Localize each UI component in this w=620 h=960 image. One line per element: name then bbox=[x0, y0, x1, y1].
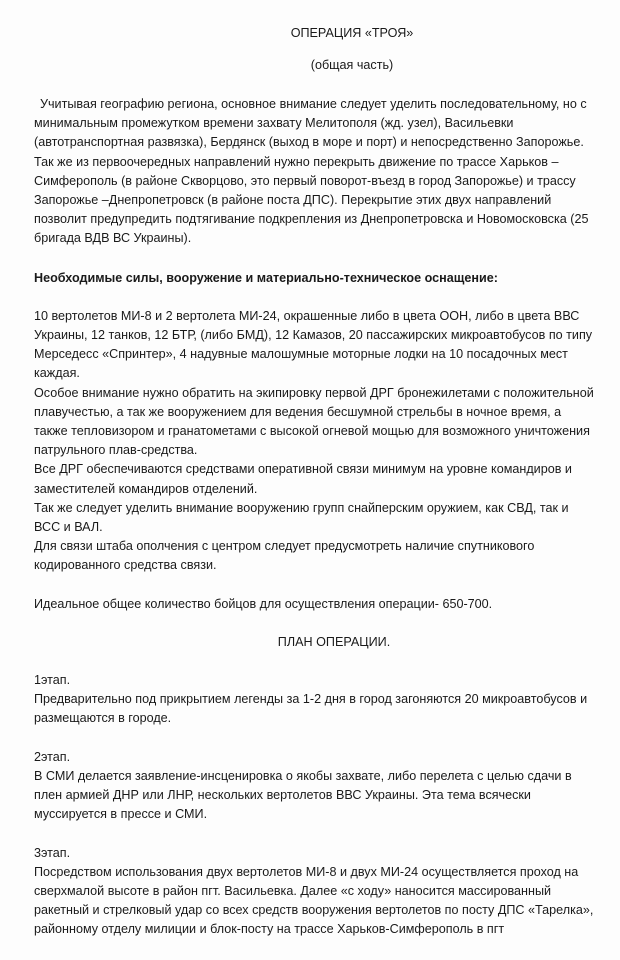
forces-paragraph: Так же следует уделить внимание вооружению групп снайперским оружием, как СВД, так и ВСС и ВАЛ. bbox=[34, 500, 569, 535]
stage-text: В СМИ делается заявление-инсценировка о якобы захвате, либо перелета с целью сдачи в плен армией ДНР или ЛНР, нескольких вертолетов ВВС Украины. Эта тема всячески муссируется в прессе и СМИ. bbox=[34, 768, 572, 822]
forces-paragraph: 10 вертолетов МИ-8 и 2 вертолета МИ-24, окрашенные либо в цвета ООН, либо в цвета ВВС Украины, 12 танков, 12 БТР, (либо БМД), 12 Камазов, 20 пассажирских микроавтобусов по типу Мерседесс «Спринтер», 4 надувные малошумные моторные лодки на 10 посадочных мест каждая. bbox=[34, 308, 593, 381]
document-title: ОПЕРАЦИЯ «ТРОЯ» bbox=[290, 26, 414, 40]
stage-label: 2этап. bbox=[34, 749, 71, 764]
forces-heading: Необходимые силы, вооружение и материально-техническое оснащение: bbox=[34, 270, 498, 285]
forces-paragraph: Для связи штаба ополчения с центром следует предусмотреть наличие спутникового кодированного средства связи. bbox=[34, 539, 535, 573]
forces-paragraph: Особое внимание нужно обратить на экипировку первой ДРГ бронежилетами с положительной плавучестью, а так же вооружением для ведения бесшумной стрельбы в ночное время, а также тепловизором и гранатометами с высокой огневой мощью для возможного уничтожения патрульного плав-средства. bbox=[34, 385, 594, 458]
stage-label: 3этап. bbox=[34, 845, 71, 860]
stage-label: 1этап. bbox=[34, 673, 71, 688]
stage-text: Предварительно под прикрытием легенды за 1-2 дня в город загоняются 20 микроавтобусов и размещаются в городе. bbox=[34, 692, 588, 726]
plan-title: ПЛАН ОПЕРАЦИИ. bbox=[277, 634, 391, 649]
personnel-paragraph: Идеальное общее количество бойцов для осуществления операции- 650-700. bbox=[34, 596, 493, 611]
stage-text: Посредством использования двух вертолетов МИ-8 и двух МИ-24 осуществляется проход на сверхмалой высоте в район пгт. Васильевка. Далее «с ходу» наносится массированный ракетный и стрелковый удар со всех средств вооружения вертолетов по посту ДПС «Тарелка», районному отделу милиции и блок-посту на трассе Харьков-Симферополь в пгт bbox=[34, 864, 594, 937]
forces-paragraph: Все ДРГ обеспечиваются средствами оперативной связи минимум на уровне командиров и заместителей командиров отделений. bbox=[34, 462, 572, 496]
document-subtitle: (общая часть) bbox=[310, 58, 394, 72]
intro-paragraph: Учитывая географию региона, основное внимание следует уделить последовательному, но с минимальным промежутком времени захвату Мелитополя (жд. узел), Васильевки (автотранспортная развязка), Бердянск (выход в море и порт) и непосредственно Запорожье. Так же из первоочередных направлений нужно перекрыть движение по трассе Харьков – Симферополь (в районе Скворцово, это первый поворот-въезд в город Запорожье) и трассу Запорожье –Днепропетровск (в районе поста ДПС). Перекрытие этих двух направлений позволит предупредить подтягивание подкрепления из Днепропетровска и Новомосковска (25 бригада ВДВ ВС Украины). bbox=[34, 97, 589, 246]
